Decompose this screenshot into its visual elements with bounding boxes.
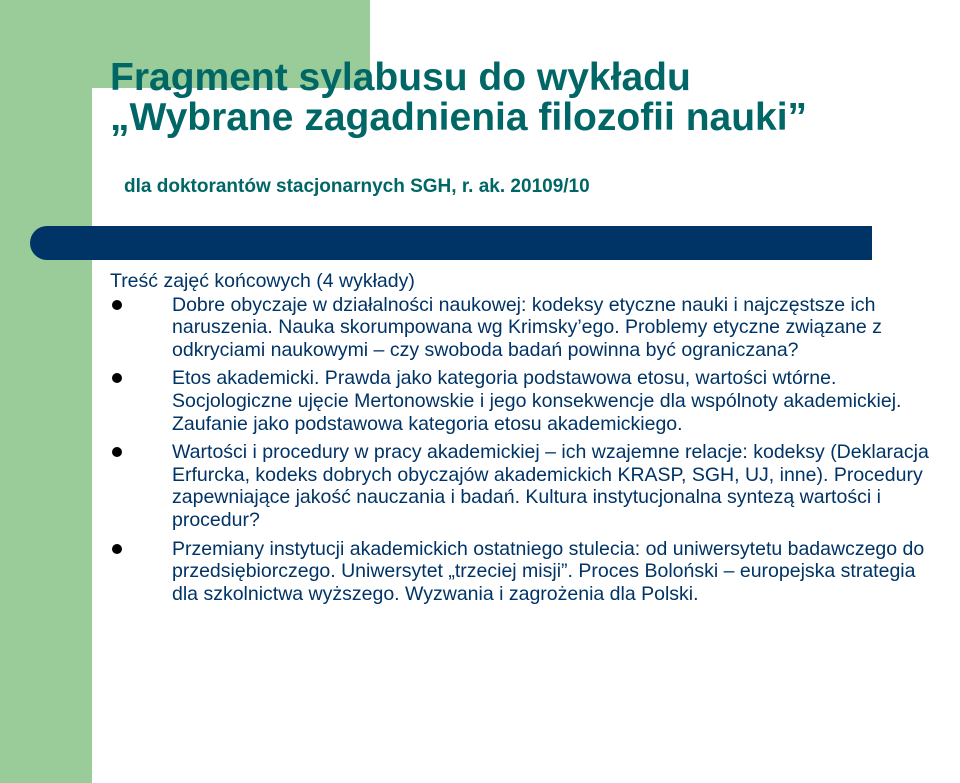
bullet-text: Przemiany instytucji akademickich ostatniego stulecia: od uniwersytetu badawczego do przedsiębiorczego. Uniwersytet „trzeciej misji”. Proces Boloński – europejska strategia dla szkolnictwa wyższego. Wyzwania i zagrożenia dla Polski. — [172, 537, 925, 605]
slide-content — [110, 270, 945, 611]
bullet-icon — [112, 447, 122, 457]
slide-title — [110, 58, 807, 138]
title-line-2: „Wybrane zagadnienia filozofii nauki” — [110, 96, 808, 139]
content-intro: Treść zajęć końcowych (4 wykłady) — [110, 270, 415, 292]
green-accent-left — [0, 0, 92, 783]
navy-divider-bar — [30, 226, 872, 260]
bullet-icon — [112, 373, 122, 383]
title-line-1: Fragment sylabusu do wykładu — [110, 56, 691, 99]
bullet-item — [110, 294, 945, 362]
bullet-item — [110, 538, 945, 606]
slide-subtitle: dla doktorantów stacjonarnych SGH, r. ak. 20109/10 — [124, 176, 590, 197]
bullet-icon — [112, 300, 122, 310]
bullet-icon — [112, 544, 122, 554]
bullet-item — [110, 367, 945, 435]
bullet-item — [110, 441, 945, 531]
bullet-text: Etos akademicki. Prawda jako kategoria podstawowa etosu, wartości wtórne. Socjologiczne ujęcie Mertonowskie i jego konsekwencje dla wspólnoty akademickiej. Zaufanie jako podstawowa kategoria etosu akademickiego. — [172, 367, 902, 435]
bullet-list — [110, 294, 945, 606]
bullet-text: Wartości i procedury w pracy akademickiej – ich wzajemne relacje: kodeksy (Deklaracja Erfurcka, kodeks dobrych obyczajów akademickich KRASP, SGH, UJ, inne). Procedury zapewniające jakość nauczania i badań. Kultura instytucjonalna syntezą wartości i procedur? — [172, 441, 929, 531]
bullet-text: Dobre obyczaje w działalności naukowej: kodeksy etyczne nauki i najczęstsze ich naruszenia. Nauka skorumpowana wg Krimsky’ego. Problemy etyczne związane z odkryciami naukowymi – czy swoboda badań powinna być ograniczana? — [172, 293, 882, 361]
